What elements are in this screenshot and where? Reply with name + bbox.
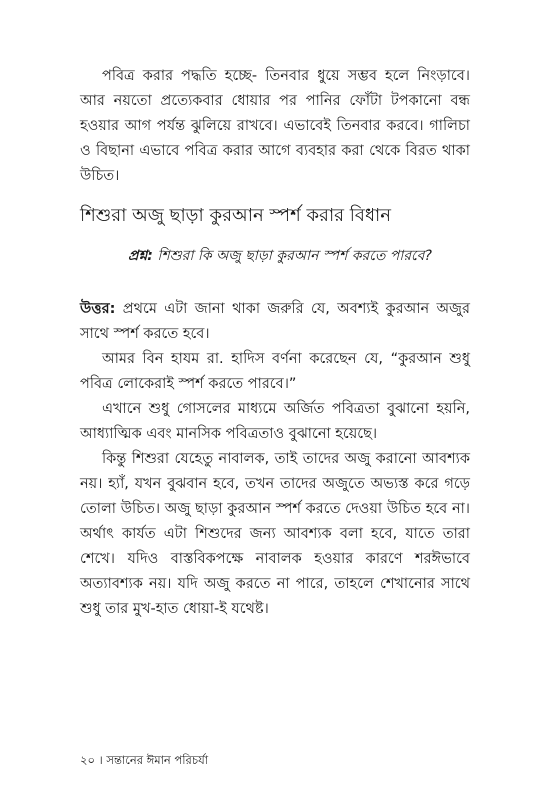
answer-text: প্রথমে এটা জানা থাকা জরুরি যে, অবশ্যই কুরআন অজুর সাথে স্পর্শ করতে হবে। bbox=[80, 301, 470, 342]
answer-body bbox=[80, 297, 470, 622]
children-ruling-paragraph: কিন্তু শিশুরা যেহেতু নাবালক, তাই তাদের অজু করানো আবশ্যক নয়। হ্যাঁ, যখন বুঝবান হবে, তখন তাদের অজুতে অভ্যস্ত করে গড়ে তোলা উচিত। অজু ছাড়া কুরআন স্পর্শ করতে দেওয়া উচিত হবে না। অর্থাৎ কার্যত এটা শিশুদের জন্য আবশ্যক বলা হবে, যাতে তারা শেখে। যদিও বাস্তবিকপক্ষে নাবালক হওয়ার কারণে শরঈভাবে অত্যাবশ্যক নয়। যদি অজু করতে না পারে, তাহলে শেখানোর সাথে শুধু তার মুখ-হাত ধোয়া-ই যথেষ্ট। bbox=[80, 451, 470, 617]
page-footer: ২০ । সন্তানের ঈমান পরিচর্যা bbox=[80, 753, 209, 767]
answer-paragraph bbox=[80, 297, 470, 347]
section-heading: শিশুরা অজু ছাড়া কুরআন স্পর্শ করার বিধান bbox=[80, 205, 392, 226]
answer-label: উত্তর: bbox=[80, 301, 116, 317]
question-text: শিশুরা কি অজু ছাড়া কুরআন স্পর্শ করতে পারবে? bbox=[152, 248, 432, 264]
explanation-paragraph: এখানে শুধু গোসলের মাধ্যমে অর্জিত পবিত্রতা বুঝানো হয়নি, আধ্যাত্মিক এবং মানসিক পবিত্রতাও বুঝানো হয়েছে। bbox=[80, 401, 470, 442]
question bbox=[128, 244, 458, 268]
question-label: প্রশ্ন: bbox=[128, 248, 153, 264]
hadith-paragraph: আমর বিন হাযম রা. হাদিস বর্ণনা করেছেন যে, “কুরআন শুধু পবিত্র লোকেরাই স্পর্শ করতে পারবে।” bbox=[80, 351, 470, 392]
paragraph-purification-method: পবিত্র করার পদ্ধতি হচ্ছে- তিনবার ধুয়ে সম্ভব হলে নিংড়াবে। আর নয়তো প্রত্যেকবার ধোয়ার পর পানির ফোঁটা টপকানো বন্ধ হওয়ার আগ পর্যন্ত ঝুলিয়ে রাখবে। এভাবেই তিনবার করবে। গালিচা ও বিছানা এভাবে পবিত্র করার আগে ব্যবহার করা থেকে বিরত থাকা উচিত। bbox=[80, 68, 470, 184]
